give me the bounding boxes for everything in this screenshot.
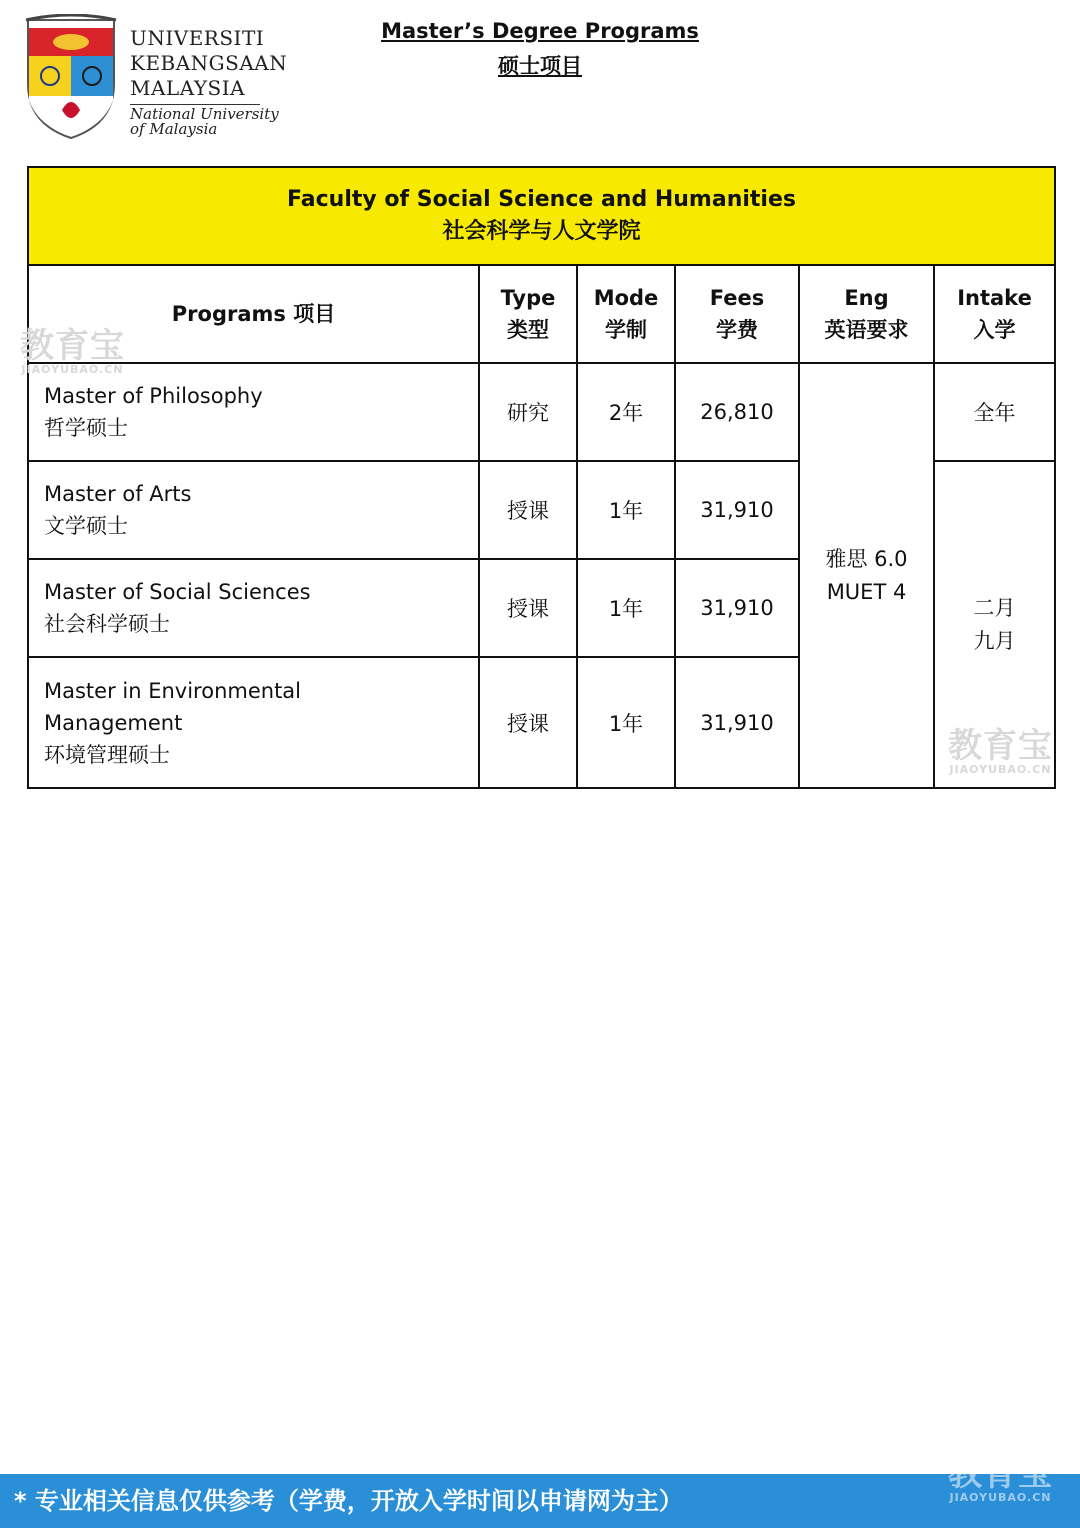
programs-table — [27, 166, 1056, 789]
intake-rest: 二月 九月 — [934, 461, 1055, 788]
footer-note: * 专业相关信息仅供参考（学费，开放入学时间以申请网为主） — [14, 1487, 683, 1515]
header-fees: Fees 学费 — [675, 265, 799, 363]
program-mode: 2年 — [577, 363, 675, 461]
english-requirement: 雅思 6.0 MUET 4 — [799, 363, 934, 788]
page-title-en: Master’s Degree Programs — [381, 19, 699, 43]
university-logo — [24, 14, 288, 144]
university-name-en-line-2: of Malaysia — [130, 120, 218, 138]
program-type: 授课 — [479, 559, 577, 657]
faculty-name-en: Faculty of Social Science and Humanities — [287, 187, 796, 212]
program-name: Master of Philosophy 哲学硕士 — [28, 363, 479, 461]
university-wordmark — [130, 26, 287, 137]
program-fees: 31,910 — [675, 657, 799, 788]
program-mode: 1年 — [577, 657, 675, 788]
table-header-row — [28, 265, 1055, 363]
header-eng: Eng 英语要求 — [799, 265, 934, 363]
watermark: 教育宝 JIAOYUBAO.CN — [948, 726, 1053, 776]
watermark: 教育宝 JIAOYUBAO.CN — [948, 1454, 1053, 1504]
program-name: Master of Social Sciences 社会科学硕士 — [28, 559, 479, 657]
header-intake: Intake 入学 — [934, 265, 1055, 363]
university-name-line-1: UNIVERSITI — [130, 26, 265, 50]
program-name: Master of Arts 文学硕士 — [28, 461, 479, 559]
program-type: 授课 — [479, 657, 577, 788]
university-name-line-3: MALAYSIA — [130, 76, 246, 100]
university-name-line-2: KEBANGSAAN — [130, 51, 288, 75]
watermark: 教育宝 JIAOYUBAO.CN — [20, 326, 125, 376]
program-fees: 31,910 — [675, 559, 799, 657]
program-type: 研究 — [479, 363, 577, 461]
faculty-name-cn: 社会科学与人文学院 — [442, 219, 641, 244]
university-name-en-line-1: National University — [130, 105, 279, 123]
program-name: Master in Environmental Management 环境管理硕士 — [28, 657, 479, 788]
program-mode: 1年 — [577, 559, 675, 657]
program-fees: 31,910 — [675, 461, 799, 559]
table-row — [28, 363, 1055, 461]
page-title-cn: 硕士项目 — [498, 54, 582, 78]
footer-note-band — [0, 1454, 1080, 1528]
header-mode: Mode 学制 — [577, 265, 675, 363]
program-fees: 26,810 — [675, 363, 799, 461]
university-crest-icon — [24, 14, 118, 142]
program-mode: 1年 — [577, 461, 675, 559]
intake-first: 全年 — [934, 363, 1055, 461]
program-type: 授课 — [479, 461, 577, 559]
faculty-banner — [28, 167, 1055, 265]
header-programs: Programs 项目 — [28, 265, 479, 363]
header-type: Type 类型 — [479, 265, 577, 363]
